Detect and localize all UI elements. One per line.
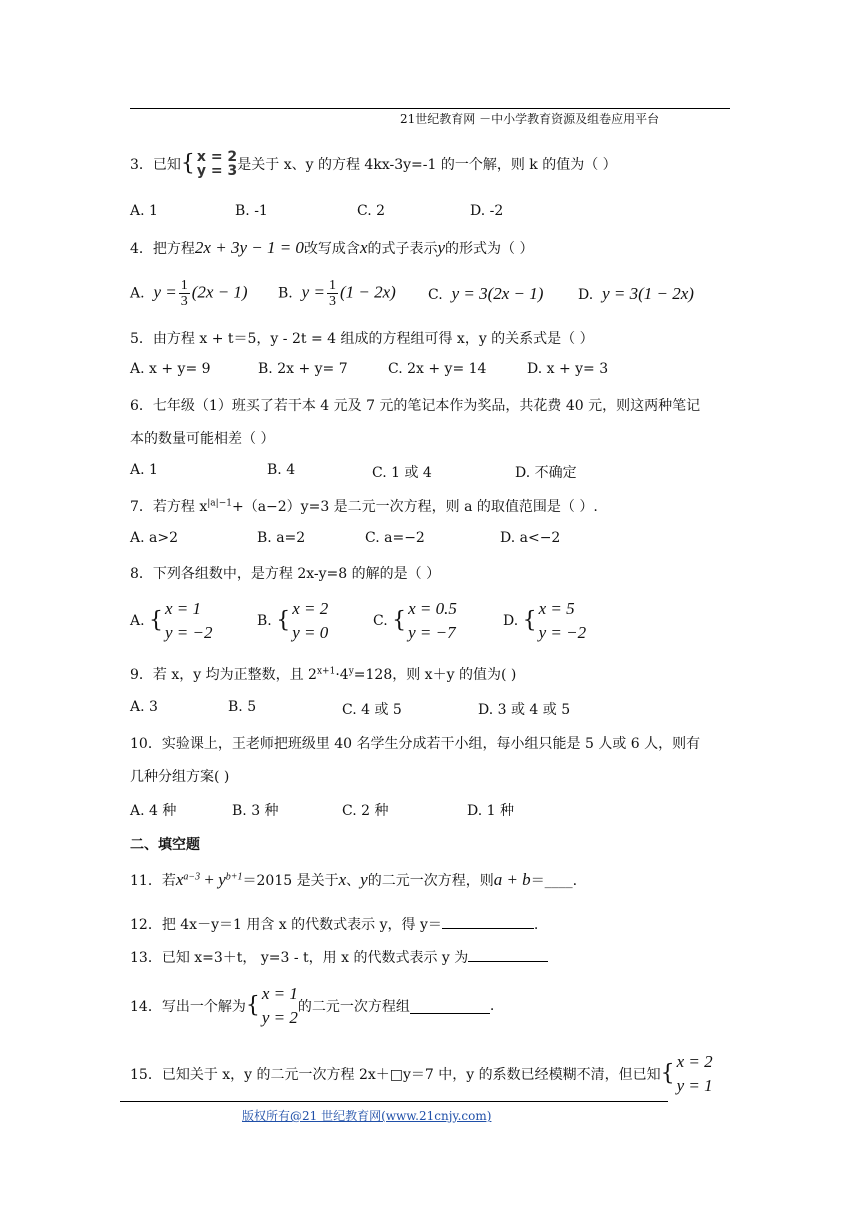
question-13: 13．已知 x=3＋t， y=3 - t，用 x 的代数式表示 y 为 [130, 947, 548, 967]
answer-blank[interactable] [410, 999, 490, 1014]
q8-option-a: A. { x = 1 y = −2 [130, 599, 213, 642]
q3-option-b: B. -1 [235, 203, 268, 219]
q4-prefix: 4．把方程 [130, 241, 195, 257]
footer-rule [120, 1101, 668, 1102]
q4-var-x: x [359, 238, 368, 257]
question-10-line1: 10．实验课上，王老师把班级里 40 名学生分成若干小组，每小组只能是 5 人或 6 人，则有 [130, 736, 701, 752]
question-15: 15．已知关于 x，y 的二元一次方程 2x＋□y＝7 中，y 的系数已经模糊不清，但已知 { x = 2 y = 1 [130, 1052, 713, 1095]
q4-option-b: B. y = $\frac{1}{3}$ (1 − 2x) [278, 278, 396, 309]
question-14: 14．写出一个解为 { x = 1 y = 2 的二元一次方程组 . [130, 984, 495, 1027]
brace-icon: { [149, 608, 164, 633]
question-6-line2: 本的数量可能相差（ ） [130, 431, 275, 447]
question-9: 9．若 x，y 均为正整数，且 $2^{x+1}\cdot 4^y=128$，则 x＋y 的值为( ) [130, 666, 517, 683]
header-site: 21世纪教育网 －中小学教育资源及组卷应用平台 [400, 112, 660, 126]
q4-equation: 2x + 3y − 1 = 0 [194, 238, 304, 257]
q10-option-d: D. 1 种 [467, 803, 514, 819]
question-8: 8．下列各组数中，是方程 2x-y=8 的解的是（ ） [130, 566, 441, 582]
q9-option-b: B. 5 [228, 699, 257, 715]
answer-blank[interactable] [468, 947, 548, 962]
q3-prefix: 3．已知 [130, 157, 181, 173]
brace-icon: { [180, 151, 195, 176]
q7-option-c: C. a=−2 [365, 530, 425, 546]
q5-option-c: C. 2x + y= 14 [388, 361, 487, 377]
section-title-fill-in: 二、填空题 [130, 837, 200, 853]
answer-blank[interactable] [442, 914, 534, 929]
question-6-line1: 6．七年级（1）班买了若干本 4 元及 7 元的笔记本作为奖品，共花费 40 元，则这两种笔记 [130, 398, 701, 414]
q10-option-a: A. 4 种 [130, 803, 177, 819]
fraction: $\frac{1}{3}$ [328, 278, 336, 309]
question-11: 11．若$x^{a-3} + y^{b+1}=2015$ 是关于x、y的二元一次方程，则a + b＝____. [130, 870, 578, 889]
q10-option-b: B. 3 种 [232, 803, 279, 819]
q8-option-c: C. { x = 0.5 y = −7 [373, 599, 457, 642]
q9-option-c: C. 4 或 5 [342, 702, 402, 718]
q6-option-c: C. 1 或 4 [372, 465, 432, 481]
question-4 [130, 238, 533, 258]
q5-option-a: A. x + y= 9 [130, 361, 211, 377]
q3-suffix: 是关于 x、y 的方程 4kx-3y=-1 的一个解，则 k 的值为（ ） [237, 157, 617, 173]
q7-option-d: D. a<−2 [500, 530, 561, 546]
q3-option-a: A. 1 [130, 203, 158, 219]
header-rule [130, 108, 730, 109]
brace-icon: { [276, 608, 291, 633]
q10-option-c: C. 2 种 [342, 803, 389, 819]
q3-option-d: D. -2 [470, 203, 504, 219]
brace-icon: { [522, 608, 537, 633]
question-7: 7．若方程 $x^{|a|-1}+(a-2)y=3$ 是二元一次方程，则 a 的取值范围是（ ）. [130, 498, 598, 515]
question-3 [130, 150, 617, 178]
question-5: 5．由方程 x + t＝5，y - 2t = 4 组成的方程组可得 x，y 的关系式是（ ） [130, 331, 594, 347]
q8-option-b: B. { x = 2 y = 0 [257, 599, 329, 642]
q7-option-b: B. a=2 [257, 530, 306, 546]
q3-sys-y: y = 3 [196, 163, 238, 179]
q3-sys-x: x = 2 [196, 149, 238, 165]
brace-icon: { [245, 993, 260, 1018]
q7-option-a: A. a>2 [130, 530, 178, 546]
q5-option-b: B. 2x + y= 7 [258, 361, 348, 377]
question-10-line2: 几种分组方案( ) [130, 769, 230, 785]
q4-option-a: A. y = $\frac{1}{3}$ (2x − 1) [130, 278, 248, 309]
q3-option-c: C. 2 [357, 203, 386, 219]
footer-copyright-link[interactable]: 版权所有@21 世纪教育网(www.21cnjy.com) [242, 1109, 492, 1123]
q6-option-b: B. 4 [267, 462, 296, 478]
q4-var-y: y [437, 238, 446, 257]
q9-option-a: A. 3 [130, 699, 158, 715]
q4-option-c: C. y = 3(2x − 1) [428, 284, 544, 303]
q3-system [181, 150, 237, 178]
q4-mid2: 的式子表示 [367, 241, 438, 257]
q4-option-d: D. y = 3(1 − 2x) [578, 284, 694, 303]
fraction: $\frac{1}{3}$ [180, 278, 188, 309]
q5-option-d: D. x + y= 3 [527, 361, 609, 377]
q4-suffix: 的形式为（ ） [445, 241, 534, 257]
question-12: 12．把 4x－y＝1 用含 x 的代数式表示 y，得 y＝ . [130, 914, 538, 934]
q9-option-d: D. 3 或 4 或 5 [478, 702, 571, 718]
q4-mid: 改写成含 [303, 241, 360, 257]
q8-option-d: D. { x = 5 y = −2 [503, 599, 587, 642]
q6-option-a: A. 1 [130, 462, 158, 478]
brace-icon: { [660, 1061, 675, 1086]
brace-icon: { [392, 608, 407, 633]
q6-option-d: D. 不确定 [515, 465, 577, 481]
